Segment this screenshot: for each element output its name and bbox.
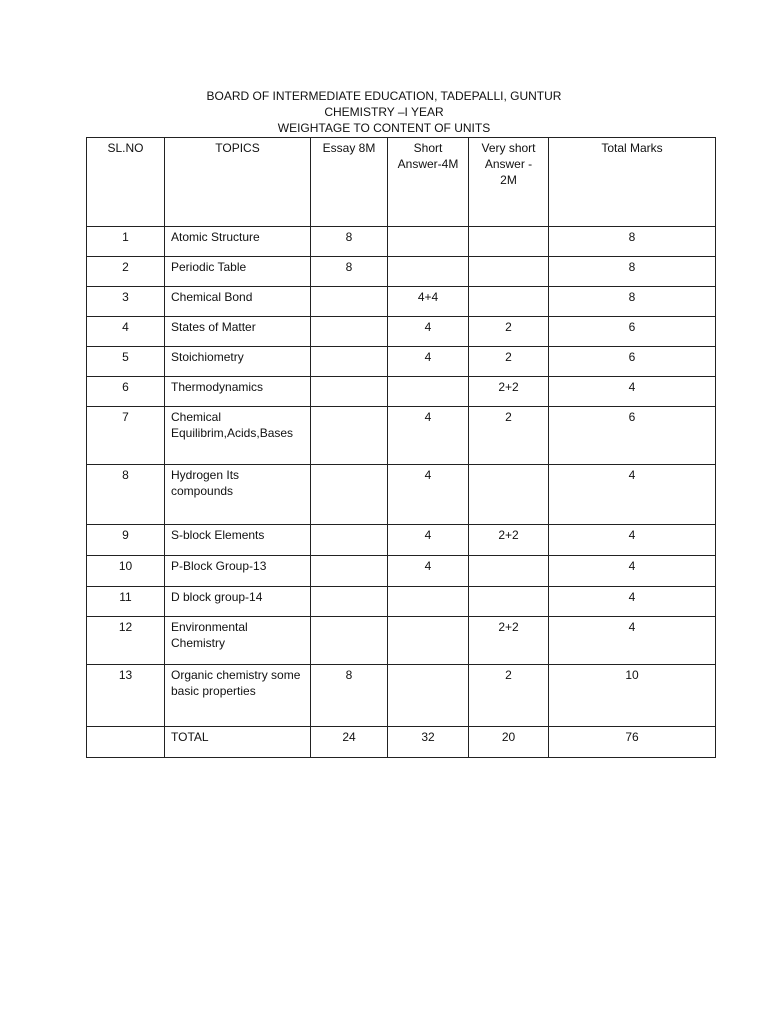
table-cell-topic: TOTAL (165, 727, 311, 758)
table-cell-topic: States of Matter (165, 317, 311, 347)
table-cell-total-marks: 8 (549, 287, 716, 317)
column-header-essay: Essay 8M (311, 138, 388, 227)
column-header-slno: SL.NO (87, 138, 165, 227)
table-cell-short-answer (388, 617, 469, 665)
table-cell-essay (311, 617, 388, 665)
table-cell-very-short-answer: 2 (469, 665, 549, 727)
table-cell-total-marks: 4 (549, 556, 716, 587)
table-cell-essay (311, 287, 388, 317)
table-cell-short-answer: 4 (388, 347, 469, 377)
table-cell-very-short-answer: 2+2 (469, 525, 549, 556)
table-cell-slno (87, 727, 165, 758)
table-cell-short-answer (388, 665, 469, 727)
table-cell-very-short-answer: 2 (469, 317, 549, 347)
table-cell-topic: Atomic Structure (165, 227, 311, 257)
table-cell-short-answer: 4 (388, 556, 469, 587)
table-row (87, 377, 716, 407)
table-row (87, 347, 716, 377)
table-cell-topic: Hydrogen Its compounds (165, 465, 311, 525)
table-cell-very-short-answer (469, 587, 549, 617)
document-heading: WEIGHTAGE TO CONTENT OF UNITS (277, 121, 491, 135)
table-cell-short-answer (388, 257, 469, 287)
table-row (87, 617, 716, 665)
table-header-row (87, 138, 716, 227)
table-cell-total-marks: 4 (549, 465, 716, 525)
table-cell-short-answer: 4 (388, 465, 469, 525)
table-cell-very-short-answer: 2 (469, 407, 549, 465)
table-row (87, 525, 716, 556)
table-cell-slno: 1 (87, 227, 165, 257)
table-cell-short-answer: 4 (388, 317, 469, 347)
table-cell-slno: 8 (87, 465, 165, 525)
table-cell-short-answer (388, 587, 469, 617)
table-row (87, 465, 716, 525)
table-cell-topic: Chemical Equilibrim,Acids,Bases (165, 407, 311, 465)
column-header-very-short-answer: Very short Answer - 2M (469, 138, 549, 227)
document-subtitle: CHEMISTRY –I YEAR (324, 105, 444, 119)
table-cell-slno: 2 (87, 257, 165, 287)
table-cell-very-short-answer: 2+2 (469, 377, 549, 407)
table-row (87, 665, 716, 727)
table-cell-topic: S-block Elements (165, 525, 311, 556)
table-row (87, 407, 716, 465)
document-title: BOARD OF INTERMEDIATE EDUCATION, TADEPALLI, GUNTUR (206, 89, 562, 103)
table-cell-essay: 8 (311, 227, 388, 257)
table-cell-essay (311, 407, 388, 465)
table-cell-topic: D block group-14 (165, 587, 311, 617)
table-cell-slno: 4 (87, 317, 165, 347)
table-cell-short-answer: 4+4 (388, 287, 469, 317)
table-cell-topic: P-Block Group-13 (165, 556, 311, 587)
table-cell-short-answer (388, 227, 469, 257)
table-cell-slno: 13 (87, 665, 165, 727)
table-cell-slno: 7 (87, 407, 165, 465)
table-cell-total-marks: 4 (549, 525, 716, 556)
table-cell-slno: 11 (87, 587, 165, 617)
table-cell-very-short-answer (469, 556, 549, 587)
column-header-topics: TOPICS (165, 138, 311, 227)
table-cell-total-marks: 4 (549, 587, 716, 617)
table-cell-topic: Thermodynamics (165, 377, 311, 407)
table-cell-essay (311, 347, 388, 377)
table-cell-total-marks: 4 (549, 617, 716, 665)
table-cell-very-short-answer (469, 465, 549, 525)
table-cell-very-short-answer: 2+2 (469, 617, 549, 665)
table-cell-very-short-answer (469, 287, 549, 317)
table-cell-topic: Organic chemistry some basic properties (165, 665, 311, 727)
table-cell-total-marks: 8 (549, 227, 716, 257)
table-cell-essay (311, 465, 388, 525)
table-cell-slno: 6 (87, 377, 165, 407)
table-cell-topic: Environmental Chemistry (165, 617, 311, 665)
table-row (87, 317, 716, 347)
table-cell-total-marks: 8 (549, 257, 716, 287)
table-cell-short-answer: 32 (388, 727, 469, 758)
table-cell-total-marks: 10 (549, 665, 716, 727)
table-cell-short-answer: 4 (388, 525, 469, 556)
table-cell-essay: 8 (311, 257, 388, 287)
column-header-short-answer: Short Answer-4M (388, 138, 469, 227)
table-cell-essay (311, 587, 388, 617)
table-cell-very-short-answer (469, 227, 549, 257)
table-cell-very-short-answer: 2 (469, 347, 549, 377)
table-row (87, 587, 716, 617)
table-cell-topic: Periodic Table (165, 257, 311, 287)
table-cell-topic: Stoichiometry (165, 347, 311, 377)
table-cell-essay: 24 (311, 727, 388, 758)
table-cell-slno: 10 (87, 556, 165, 587)
table-cell-total-marks: 4 (549, 377, 716, 407)
table-cell-topic: Chemical Bond (165, 287, 311, 317)
table-cell-short-answer: 4 (388, 407, 469, 465)
table-row (87, 287, 716, 317)
table-row (87, 257, 716, 287)
table-row (87, 727, 716, 758)
table-cell-total-marks: 6 (549, 347, 716, 377)
table-cell-total-marks: 76 (549, 727, 716, 758)
table-cell-essay (311, 377, 388, 407)
table-cell-essay (311, 556, 388, 587)
column-header-total-marks: Total Marks (549, 138, 716, 227)
table-row (87, 556, 716, 587)
table-cell-essay (311, 317, 388, 347)
weightage-table (86, 137, 716, 758)
table-cell-slno: 3 (87, 287, 165, 317)
table-cell-slno: 12 (87, 617, 165, 665)
table-cell-slno: 5 (87, 347, 165, 377)
table-row (87, 227, 716, 257)
table-cell-short-answer (388, 377, 469, 407)
table-cell-total-marks: 6 (549, 407, 716, 465)
table-cell-essay: 8 (311, 665, 388, 727)
table-cell-slno: 9 (87, 525, 165, 556)
table-cell-essay (311, 525, 388, 556)
table-cell-very-short-answer (469, 257, 549, 287)
table-cell-total-marks: 6 (549, 317, 716, 347)
table-cell-very-short-answer: 20 (469, 727, 549, 758)
